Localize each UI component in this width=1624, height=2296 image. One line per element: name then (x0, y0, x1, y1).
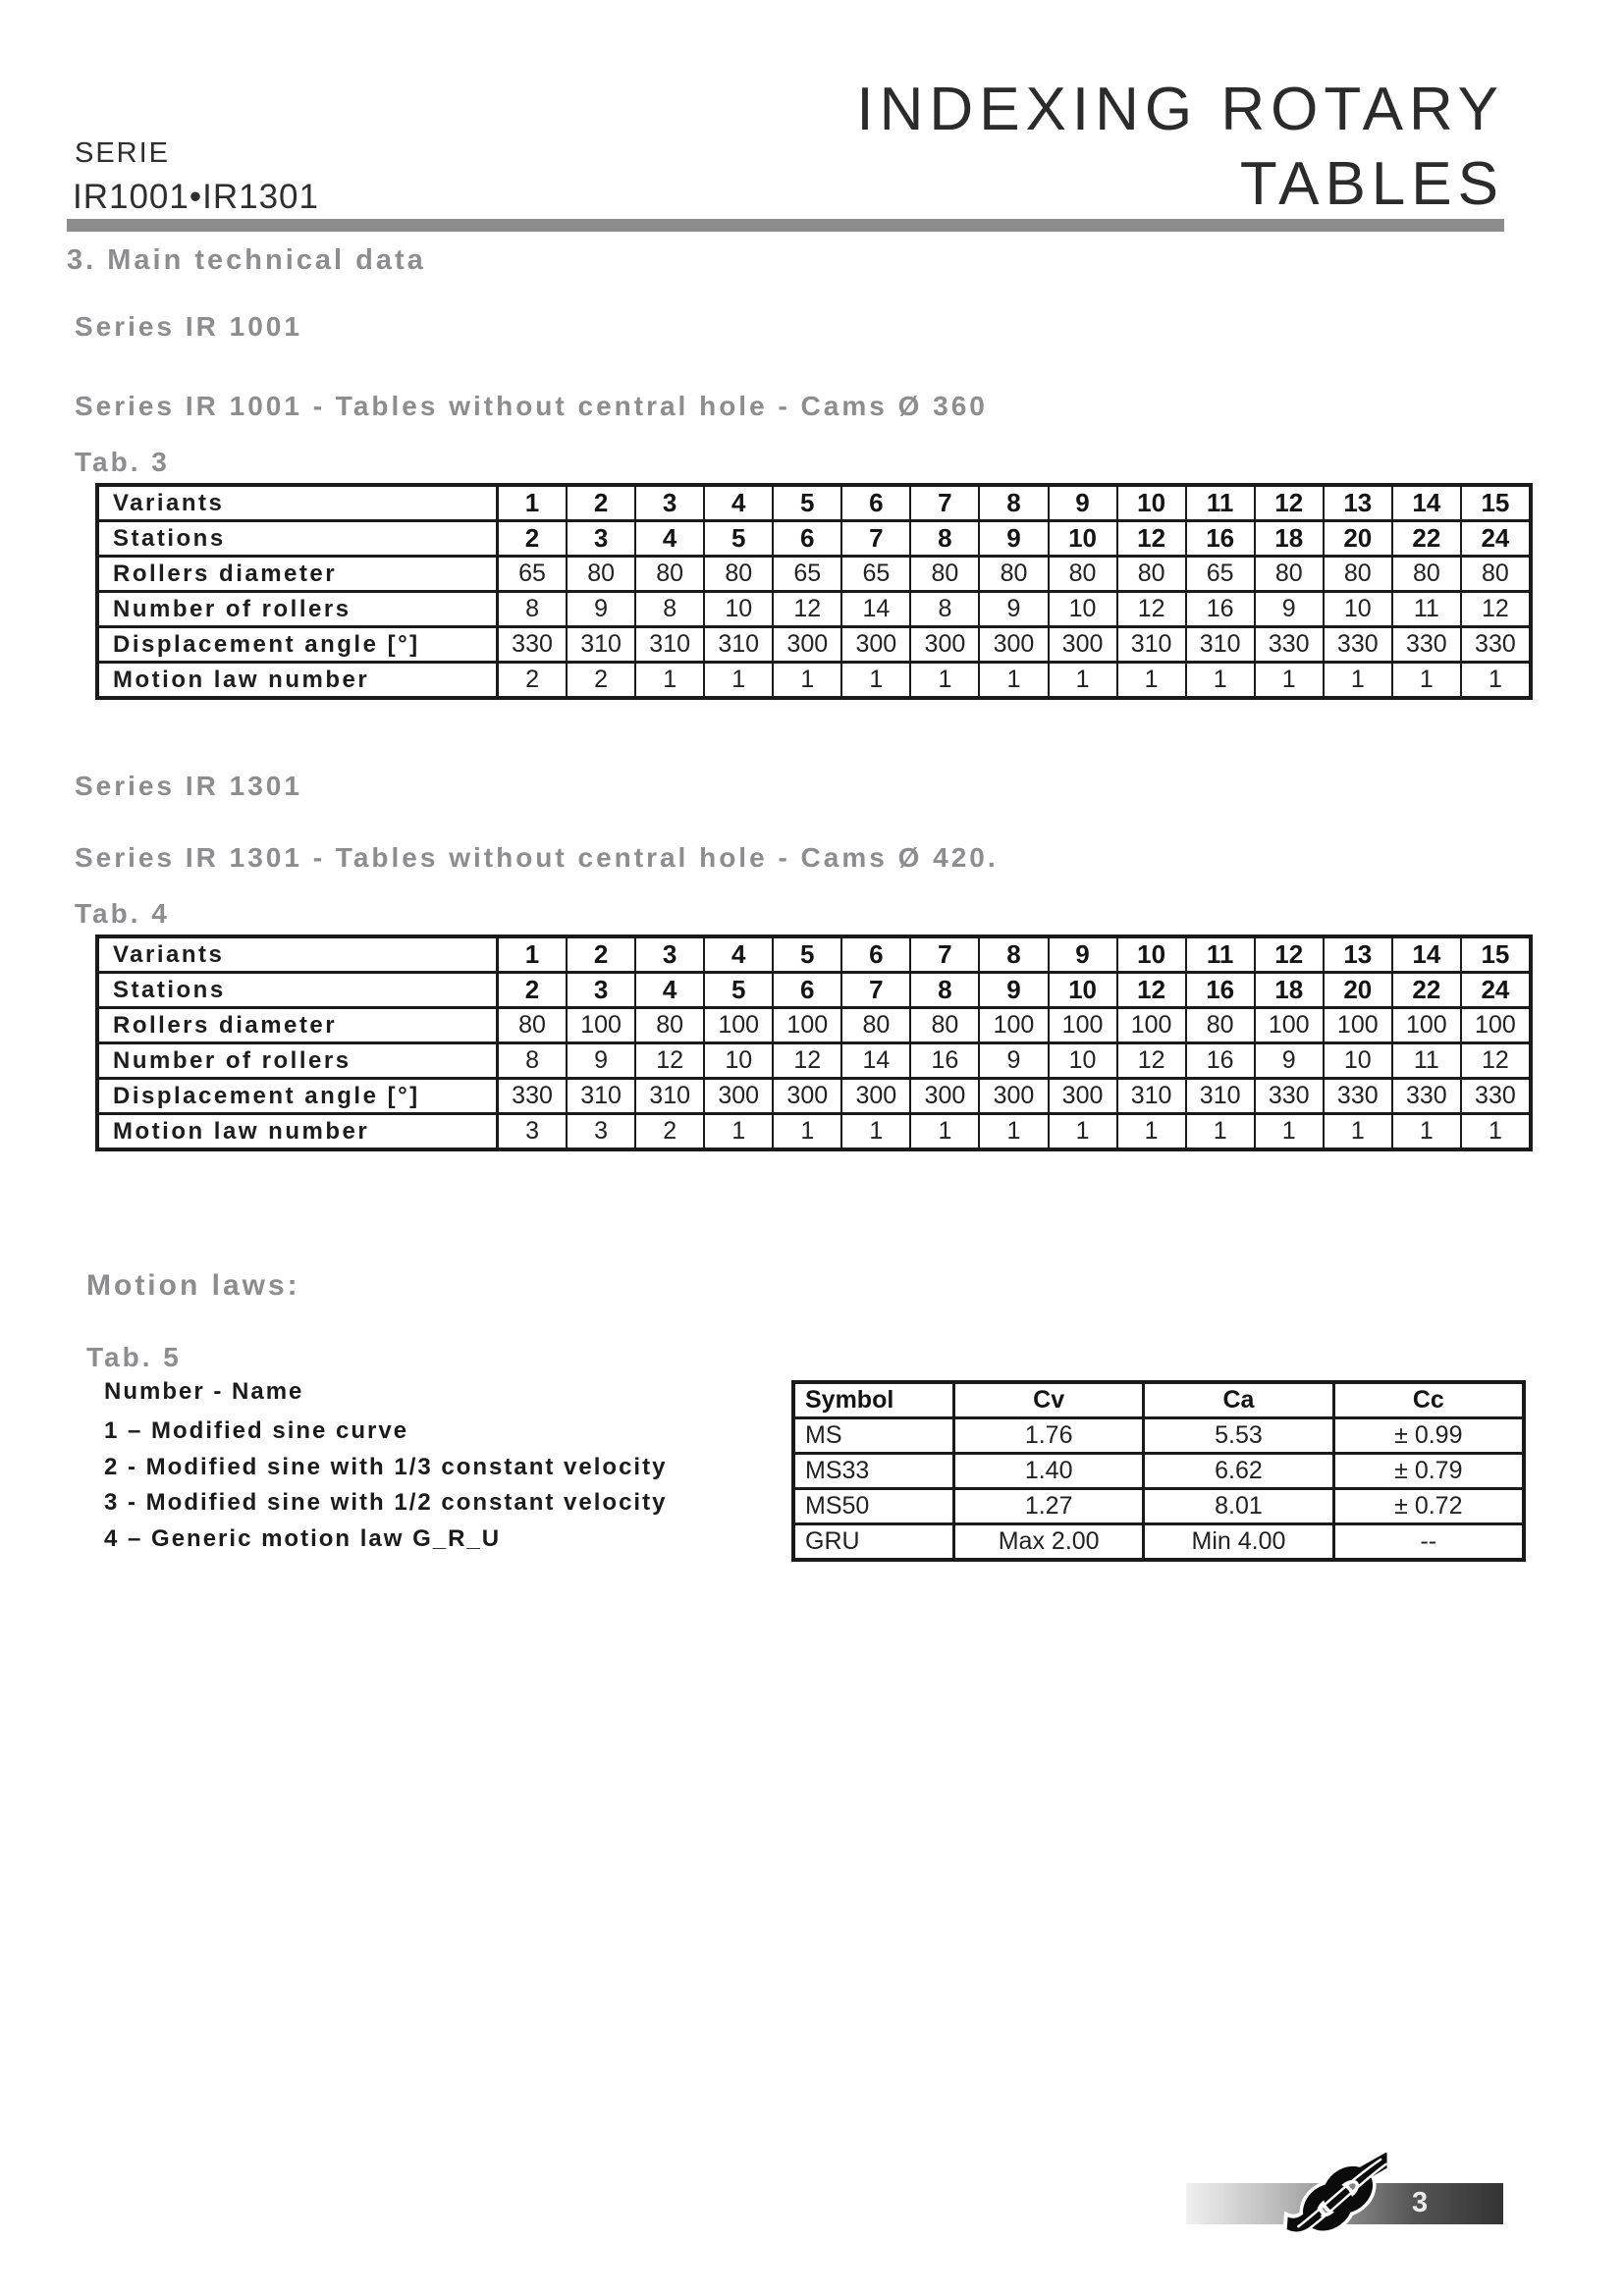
value-cell: 65 (1187, 558, 1256, 590)
value-cell: ± 0.99 (1394, 1421, 1463, 1449)
value-cell: 80 (636, 1009, 705, 1041)
value-cell: 80 (1050, 558, 1118, 590)
table-row (99, 1115, 1529, 1148)
value-cell: 65 (774, 558, 842, 590)
value-cell: 6 (842, 487, 911, 519)
value-cell: 16 (1187, 1044, 1256, 1077)
page-title (856, 73, 1504, 221)
motion-law-item: 4 – Generic motion law G_R_U (104, 1524, 502, 1552)
value-cell: 100 (1256, 1009, 1325, 1041)
value-cell: 80 (911, 1009, 980, 1041)
table-row (99, 1080, 1529, 1115)
value-cell: 1 (1393, 664, 1462, 696)
value-cell: 12 (1118, 593, 1187, 625)
value-cell: 80 (1325, 558, 1393, 590)
table-row (99, 664, 1529, 696)
value-cell: 80 (911, 558, 980, 590)
value-cell: 300 (705, 1080, 774, 1112)
value-cell: 7 (842, 522, 911, 555)
value-cell: 300 (842, 628, 911, 661)
value-cell: 18 (1256, 974, 1325, 1006)
value-cell: 300 (980, 628, 1049, 661)
table-row (99, 487, 1529, 522)
value-cell: 5 (774, 487, 842, 519)
table-row (99, 1044, 1529, 1080)
section-title: 3. Main technical data (67, 244, 426, 276)
value-cell: 14 (842, 1044, 911, 1077)
value-cell: 16 (1187, 593, 1256, 625)
value-cell: 80 (499, 1009, 568, 1041)
value-cell: 330 (499, 1080, 568, 1112)
value-cell: 14 (1393, 487, 1462, 519)
value-cell: 24 (1481, 975, 1510, 1004)
value-cell: 12 (1118, 974, 1187, 1006)
value-cell: 9 (980, 522, 1049, 555)
value-cell: 1 (842, 1115, 911, 1148)
value-cell: 1 (911, 664, 980, 696)
value-cell: 80 (1187, 1009, 1256, 1041)
value-cell: 12 (1482, 595, 1509, 622)
page-title-line1: INDEXING ROTARY (856, 76, 1504, 143)
row-label: Displacement angle [°] (99, 1080, 499, 1112)
tab3-label: Tab. 3 (75, 447, 170, 477)
row-label: Motion law number (99, 1115, 499, 1148)
row-label: Number of rollers (99, 593, 499, 625)
motion-law-item: 1 – Modified sine curve (104, 1417, 409, 1445)
column-header: Cc (1412, 1386, 1444, 1414)
serie-label: SERIE (75, 137, 171, 169)
value-cell: 80 (1256, 558, 1325, 590)
value-cell: 310 (636, 1080, 705, 1112)
table-row (99, 593, 1529, 628)
value-cell: 5 (705, 522, 774, 555)
value-cell: 14 (1393, 938, 1462, 971)
value-cell: 18 (1256, 522, 1325, 555)
value-cell: 1 (1488, 666, 1502, 693)
table-row (795, 1419, 1522, 1455)
value-cell: 330 (499, 628, 568, 661)
value-cell: 11 (1187, 938, 1256, 971)
value-cell: 10 (705, 593, 774, 625)
value-cell: 6 (774, 974, 842, 1006)
value-cell: 1 (499, 938, 568, 971)
value-cell: 16 (1187, 974, 1256, 1006)
value-cell: 100 (705, 1009, 774, 1041)
value-cell: 1 (1050, 664, 1118, 696)
value-cell: 2 (568, 664, 636, 696)
value-cell: 300 (1050, 1080, 1118, 1112)
value-cell: 6 (842, 938, 911, 971)
series1-subheading: Series IR 1001 - Tables without central hole - Cams Ø 360 (75, 391, 988, 421)
value-cell: 1 (774, 664, 842, 696)
value-cell: 2 (499, 974, 568, 1006)
value-cell: 80 (705, 558, 774, 590)
value-cell: 10 (1050, 593, 1118, 625)
column-header: Cv (955, 1384, 1145, 1416)
value-cell: 4 (705, 938, 774, 971)
motion-law-item: 2 - Modified sine with 1/3 constant velocity (104, 1453, 668, 1480)
value-cell: 100 (774, 1009, 842, 1041)
value-cell: 1 (1050, 1115, 1118, 1148)
value-cell: 310 (1187, 1080, 1256, 1112)
table-row (99, 522, 1529, 558)
value-cell: 300 (980, 1080, 1049, 1112)
value-cell: MS (795, 1419, 955, 1452)
motion-laws-list-title: Number - Name (104, 1378, 304, 1405)
value-cell: 3 (568, 974, 636, 1006)
value-cell: 100 (1393, 1009, 1462, 1041)
value-cell: 1 (1488, 1117, 1502, 1145)
tab5-table (791, 1380, 1526, 1562)
value-cell: 22 (1393, 974, 1462, 1006)
serie-models: IR1001•IR1301 (73, 178, 319, 216)
value-cell: 1 (774, 1115, 842, 1148)
value-cell: 80 (568, 558, 636, 590)
value-cell: 330 (1475, 630, 1516, 658)
value-cell: 8 (980, 938, 1049, 971)
value-cell: 8.01 (1145, 1490, 1334, 1522)
value-cell: 100 (568, 1009, 636, 1041)
value-cell: 2 (568, 938, 636, 971)
value-cell: 330 (1475, 1082, 1516, 1109)
value-cell: 5 (705, 974, 774, 1006)
value-cell: 100 (1050, 1009, 1118, 1041)
value-cell: 1 (1118, 664, 1187, 696)
table-row (795, 1490, 1522, 1525)
value-cell: 310 (568, 1080, 636, 1112)
value-cell: 300 (774, 1080, 842, 1112)
value-cell: 1 (1187, 664, 1256, 696)
value-cell: ± 0.72 (1394, 1492, 1463, 1520)
value-cell: 3 (568, 1115, 636, 1148)
motion-law-item: 3 - Modified sine with 1/2 constant velocity (104, 1489, 668, 1517)
table-row (795, 1525, 1522, 1558)
value-cell: 80 (1393, 558, 1462, 590)
value-cell: 1 (980, 664, 1049, 696)
value-cell: 8 (499, 593, 568, 625)
table-row (99, 974, 1529, 1009)
value-cell: 12 (1118, 522, 1187, 555)
row-label: Variants (99, 487, 499, 519)
value-cell: 8 (636, 593, 705, 625)
value-cell: 1 (980, 1115, 1049, 1148)
value-cell: 330 (1325, 1080, 1393, 1112)
value-cell: 3 (636, 487, 705, 519)
motion-laws-heading: Motion laws: (86, 1269, 300, 1302)
value-cell: 2 (499, 664, 568, 696)
value-cell: 8 (980, 487, 1049, 519)
value-cell: 8 (499, 1044, 568, 1077)
value-cell: 300 (911, 628, 980, 661)
value-cell: 3 (499, 1115, 568, 1148)
value-cell: 300 (911, 1080, 980, 1112)
value-cell: MS33 (795, 1455, 955, 1487)
value-cell: 300 (774, 628, 842, 661)
value-cell: 9 (568, 593, 636, 625)
value-cell: 80 (1118, 558, 1187, 590)
value-cell: 6 (774, 522, 842, 555)
value-cell: 330 (1325, 628, 1393, 661)
page-title-line2: TABLES (1239, 149, 1504, 218)
value-cell: 22 (1393, 522, 1462, 555)
value-cell: 15 (1481, 488, 1510, 517)
value-cell: 9 (980, 593, 1049, 625)
value-cell: 14 (842, 593, 911, 625)
value-cell: 20 (1325, 522, 1393, 555)
value-cell: Min 4.00 (1145, 1525, 1334, 1558)
value-cell: 9 (980, 1044, 1049, 1077)
value-cell: 80 (980, 558, 1049, 590)
value-cell: 1 (499, 487, 568, 519)
value-cell: 310 (1118, 1080, 1187, 1112)
value-cell: 65 (499, 558, 568, 590)
value-cell: 330 (1256, 628, 1325, 661)
value-cell: 10 (1325, 1044, 1393, 1077)
tab4-label: Tab. 4 (75, 898, 170, 929)
page-number: 3 (1412, 2187, 1430, 2218)
value-cell: 20 (1325, 974, 1393, 1006)
value-cell: 80 (842, 1009, 911, 1041)
value-cell: 4 (705, 487, 774, 519)
value-cell: 2 (568, 487, 636, 519)
value-cell: 100 (980, 1009, 1049, 1041)
value-cell: 13 (1325, 938, 1393, 971)
table-row (99, 1009, 1529, 1044)
value-cell: 310 (1118, 628, 1187, 661)
row-label: Motion law number (99, 664, 499, 696)
value-cell: 11 (1393, 1044, 1462, 1077)
value-cell: 12 (636, 1044, 705, 1077)
value-cell: 330 (1393, 628, 1462, 661)
value-cell: 8 (911, 974, 980, 1006)
table-row (99, 558, 1529, 593)
value-cell: 1 (911, 1115, 980, 1148)
table-header-row (795, 1384, 1522, 1419)
value-cell: 10 (1050, 1044, 1118, 1077)
value-cell: 7 (911, 487, 980, 519)
value-cell: -- (1420, 1527, 1437, 1555)
value-cell: 5.53 (1145, 1419, 1334, 1452)
value-cell: 9 (1050, 938, 1118, 971)
value-cell: 100 (1118, 1009, 1187, 1041)
value-cell: 1 (1325, 1115, 1393, 1148)
value-cell: 80 (636, 558, 705, 590)
value-cell: 12 (1256, 938, 1325, 971)
series2-heading: Series IR 1301 (75, 771, 302, 801)
value-cell: 12 (1118, 1044, 1187, 1077)
value-cell: 1 (1118, 1115, 1187, 1148)
value-cell: 1 (705, 664, 774, 696)
table-row (99, 628, 1529, 664)
value-cell: 10 (1118, 487, 1187, 519)
value-cell: 3 (636, 938, 705, 971)
column-header: Symbol (795, 1384, 955, 1416)
value-cell: 310 (1187, 628, 1256, 661)
column-header: Ca (1145, 1384, 1334, 1416)
value-cell: 8 (911, 593, 980, 625)
series2-subheading: Series IR 1301 - Tables without central hole - Cams Ø 420. (75, 842, 999, 873)
value-cell: 80 (1482, 560, 1509, 587)
value-cell: 13 (1325, 487, 1393, 519)
tab3-table (95, 483, 1533, 700)
value-cell: 9 (980, 974, 1049, 1006)
value-cell: 1 (1256, 664, 1325, 696)
tab4-table (95, 934, 1533, 1151)
value-cell: 12 (774, 593, 842, 625)
value-cell: 4 (636, 974, 705, 1006)
value-cell: 1 (1256, 1115, 1325, 1148)
value-cell: 300 (842, 1080, 911, 1112)
series1-heading: Series IR 1001 (75, 311, 302, 342)
value-cell: 9 (568, 1044, 636, 1077)
header-divider (67, 219, 1504, 232)
row-label: Number of rollers (99, 1044, 499, 1077)
value-cell: 1 (842, 664, 911, 696)
row-label: Stations (99, 974, 499, 1006)
value-cell: 1.76 (955, 1419, 1145, 1452)
value-cell: 10 (1325, 593, 1393, 625)
value-cell: 330 (1393, 1080, 1462, 1112)
row-label: Rollers diameter (99, 1009, 499, 1041)
value-cell: 9 (1050, 487, 1118, 519)
row-label: Rollers diameter (99, 558, 499, 590)
table-row (795, 1455, 1522, 1490)
knot-logo-icon (1274, 2153, 1406, 2239)
value-cell: 5 (774, 938, 842, 971)
value-cell: 7 (911, 938, 980, 971)
value-cell: 12 (1256, 487, 1325, 519)
value-cell: 1 (1393, 1115, 1462, 1148)
value-cell: 12 (1482, 1046, 1509, 1074)
value-cell: Max 2.00 (955, 1525, 1145, 1558)
value-cell: 310 (568, 628, 636, 661)
value-cell: 1 (636, 664, 705, 696)
value-cell: MS50 (795, 1490, 955, 1522)
value-cell: 330 (1256, 1080, 1325, 1112)
value-cell: 100 (1475, 1011, 1516, 1039)
value-cell: 310 (705, 628, 774, 661)
table-row (99, 938, 1529, 974)
value-cell: 11 (1393, 593, 1462, 625)
value-cell: 7 (842, 974, 911, 1006)
tab5-label: Tab. 5 (86, 1342, 182, 1372)
value-cell: 9 (1256, 593, 1325, 625)
value-cell: 16 (1187, 522, 1256, 555)
value-cell: 310 (636, 628, 705, 661)
value-cell: GRU (795, 1525, 955, 1558)
value-cell: 10 (1118, 938, 1187, 971)
value-cell: 4 (636, 522, 705, 555)
value-cell: 2 (499, 522, 568, 555)
value-cell: 65 (842, 558, 911, 590)
row-label: Stations (99, 522, 499, 555)
value-cell: 1 (1187, 1115, 1256, 1148)
value-cell: 9 (1256, 1044, 1325, 1077)
value-cell: 11 (1187, 487, 1256, 519)
value-cell: 24 (1481, 523, 1510, 553)
value-cell: 1.27 (955, 1490, 1145, 1522)
value-cell: 3 (568, 522, 636, 555)
value-cell: 10 (1050, 522, 1118, 555)
value-cell: 1.40 (955, 1455, 1145, 1487)
value-cell: ± 0.79 (1394, 1457, 1463, 1484)
value-cell: 16 (911, 1044, 980, 1077)
value-cell: 2 (636, 1115, 705, 1148)
value-cell: 100 (1325, 1009, 1393, 1041)
value-cell: 10 (1050, 974, 1118, 1006)
motion-laws-list (104, 1414, 667, 1557)
value-cell: 6.62 (1145, 1455, 1334, 1487)
row-label: Displacement angle [°] (99, 628, 499, 661)
value-cell: 8 (911, 522, 980, 555)
value-cell: 15 (1481, 939, 1510, 969)
value-cell: 1 (705, 1115, 774, 1148)
value-cell: 300 (1050, 628, 1118, 661)
value-cell: 12 (774, 1044, 842, 1077)
value-cell: 10 (705, 1044, 774, 1077)
value-cell: 1 (1325, 664, 1393, 696)
row-label: Variants (99, 938, 499, 971)
